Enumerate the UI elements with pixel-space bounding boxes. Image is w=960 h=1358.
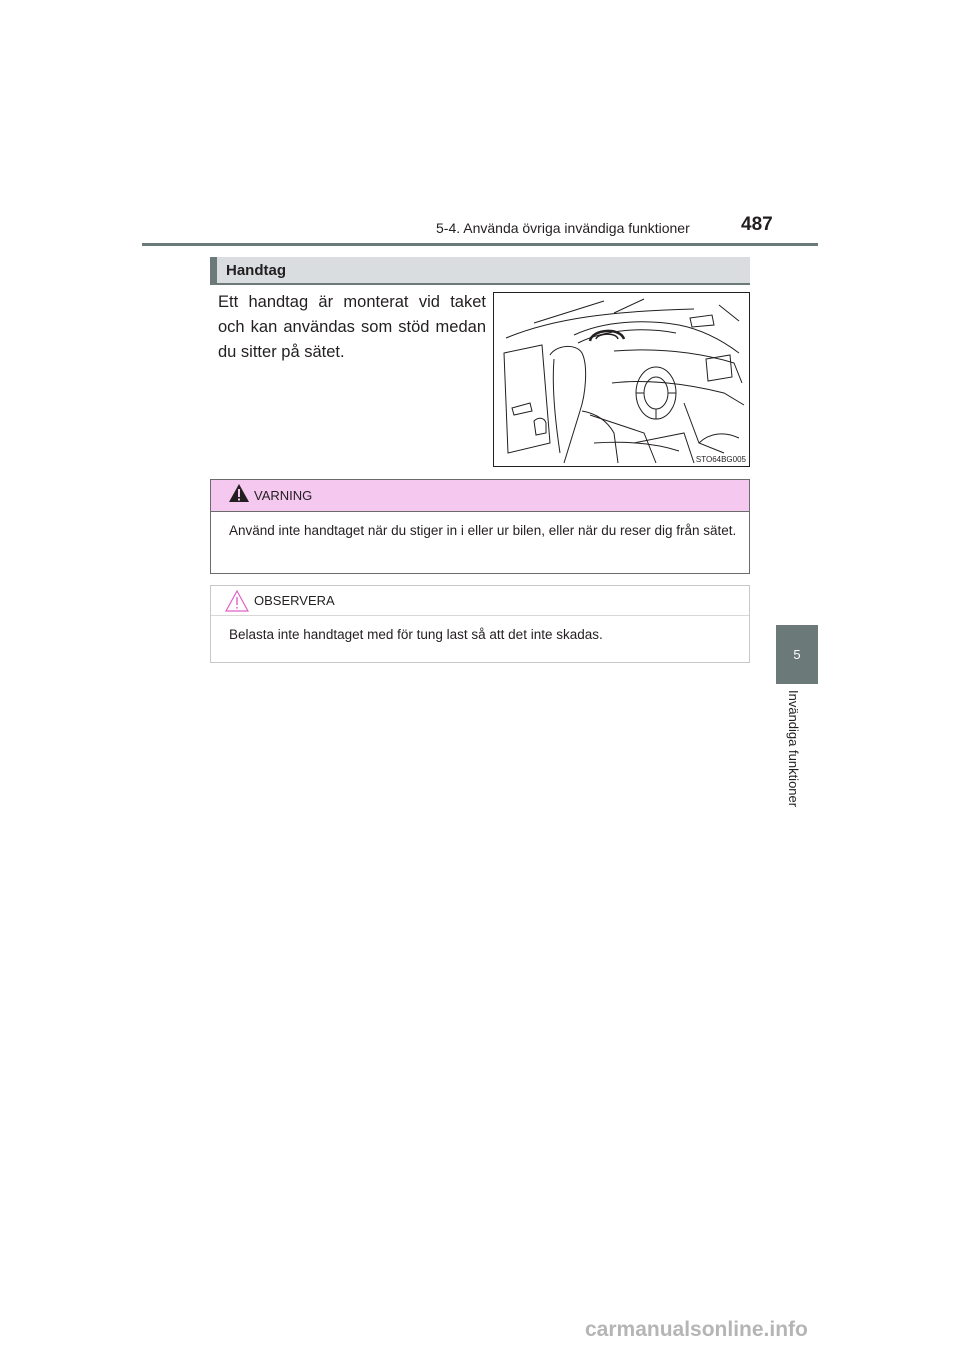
notice-text: Belasta inte handtaget med för tung last så att det inte skadas.	[229, 627, 603, 642]
figure-id: STO64BG005	[695, 455, 746, 464]
notice-box	[210, 585, 750, 663]
notice-triangle-icon	[225, 590, 249, 612]
page-number: 487	[741, 214, 773, 235]
notice-label: OBSERVERA	[254, 593, 335, 608]
warning-text: Använd inte handtaget när du stiger in i eller ur bilen, eller när du reser dig från sätet.	[229, 523, 737, 538]
chapter-number: 5	[793, 647, 801, 662]
chapter-tab	[776, 625, 818, 684]
warning-box	[210, 479, 750, 574]
chapter-label: Invändiga funktioner	[786, 690, 801, 808]
section-heading	[210, 257, 750, 285]
section-heading-text: Handtag	[226, 262, 286, 279]
watermark: carmanualsonline.info	[585, 1318, 808, 1341]
notice-header	[211, 586, 749, 616]
car-interior-figure	[493, 292, 750, 467]
section-body-text: Ett handtag är monterat vid taket och kan användas som stöd medan du sitter på sätet.	[218, 293, 486, 361]
section-heading-bar	[210, 257, 217, 283]
warning-triangle-icon	[228, 483, 250, 503]
warning-header	[211, 480, 749, 512]
header-rule	[142, 243, 818, 246]
warning-label: VARNING	[254, 488, 313, 503]
header-title: 5-4. Använda övriga invändiga funktioner	[436, 220, 690, 236]
car-interior-illustration-icon	[494, 293, 750, 467]
